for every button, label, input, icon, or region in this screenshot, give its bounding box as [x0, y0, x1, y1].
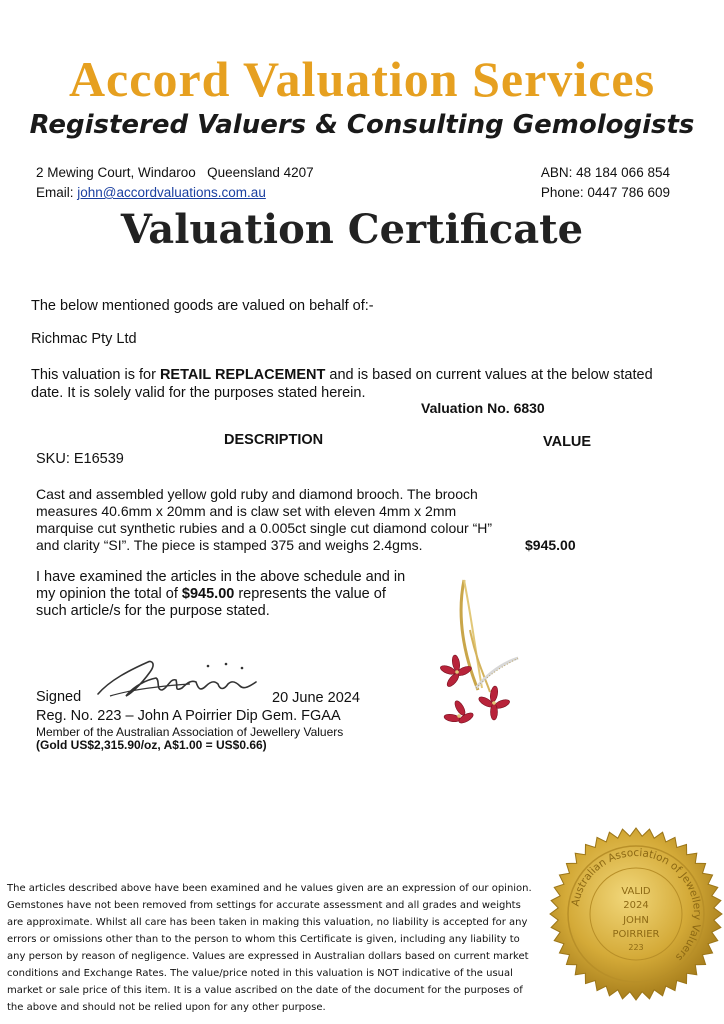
signed-label: Signed [36, 689, 82, 705]
email-link[interactable]: john@accordvaluations.com.au [77, 185, 266, 200]
description-header: DESCRIPTION [224, 432, 324, 448]
abn: ABN: 48 184 066 854 [540, 165, 670, 180]
email-label: Email: [36, 185, 78, 200]
opinion-pre: I have examined the articles in the above schedule and in my opinion the total of [36, 569, 406, 602]
document-title: Valuation Certificate [120, 206, 584, 253]
address: 2 Mewing Court, Windaroo Queensland 4207 [36, 165, 314, 180]
membership-line: Member of the Australian Association of Jewellery Valuers [36, 725, 344, 739]
email-line [36, 183, 314, 203]
opinion-amount: $945.00 [181, 586, 235, 602]
company-name: Accord Valuation Services [68, 51, 656, 107]
signature-image [90, 650, 270, 706]
seal-line-4: POIRRIER [612, 929, 660, 940]
phone: Phone: 0447 786 609 [540, 185, 670, 200]
intro-text: The below mentioned goods are valued on behalf of:- [31, 298, 374, 314]
purpose-text [31, 366, 681, 402]
brooch-image [436, 570, 536, 738]
gold-seal [548, 826, 724, 1002]
seal-line-3: JOHN [623, 915, 649, 926]
purpose-pre: This valuation is for [31, 367, 160, 383]
company-tagline: Registered Valuers & Consulting Gemologists [29, 110, 695, 140]
item-description: Cast and assembled yellow gold ruby and diamond brooch. The brooch measures 40.6mm x 20mm and is claw set with eleven 4mm x 2mm marquise cut synthetic rubies and a 0.005ct single cut diamond colour “H” and clarity “SI”. The piece is stamped 375 and weighs 2.4gms. [36, 486, 493, 553]
seal-ring-text: Australian Association of Jewellery Valuers [569, 846, 704, 964]
seal-line-2: 2024 [623, 900, 649, 911]
item-value: $945.00 [525, 537, 576, 553]
sku: SKU: E16539 [36, 451, 124, 467]
value-header: VALUE [543, 434, 592, 450]
contact-details-right [541, 163, 670, 203]
seal-line-1: VALID [621, 886, 651, 897]
purpose-type: RETAIL REPLACEMENT [159, 367, 326, 383]
contact-details-left [36, 163, 314, 203]
seal-line-5: 223 [628, 943, 644, 952]
purpose-post: and is based on current values at the below stated date. It is solely valid for the purposes stated herein. [31, 367, 653, 401]
disclaimer-text: The articles described above have been examined and he values given are an expression of our opinion. Gemstones have not been removed from settings for accurate assessment and all grades and weights are approximate. Whilst all care has been taken in making this valuation, no liability is accepted for any errors or omissions other than to the person to whom this Certificate is given, including any liability to any person by reason of negligence. Values are expressed in Australian dollars based on current market conditions and Exchange Rates. The value/price noted in this valuation is NOT indicative of the usual market or sale price of this item. It is a value ascribed on the date of the document for the purposes of the above and should not be relied upon for any other purpose. [7, 883, 532, 1013]
opinion-post: represents the value of such article/s for the purpose stated. [36, 586, 386, 619]
opinion-statement [36, 569, 411, 620]
registration-number: Reg. No. 223 – John A Poirrier Dip Gem. FGAA [36, 708, 341, 724]
gold-rate: (Gold US$2,315.90/oz, A$1.00 = US$0.66) [36, 738, 267, 752]
client-name: Richmac Pty Ltd [31, 331, 137, 347]
valuation-number: Valuation No. 6830 [421, 400, 545, 416]
signature-date: 20 June 2024 [272, 690, 360, 706]
